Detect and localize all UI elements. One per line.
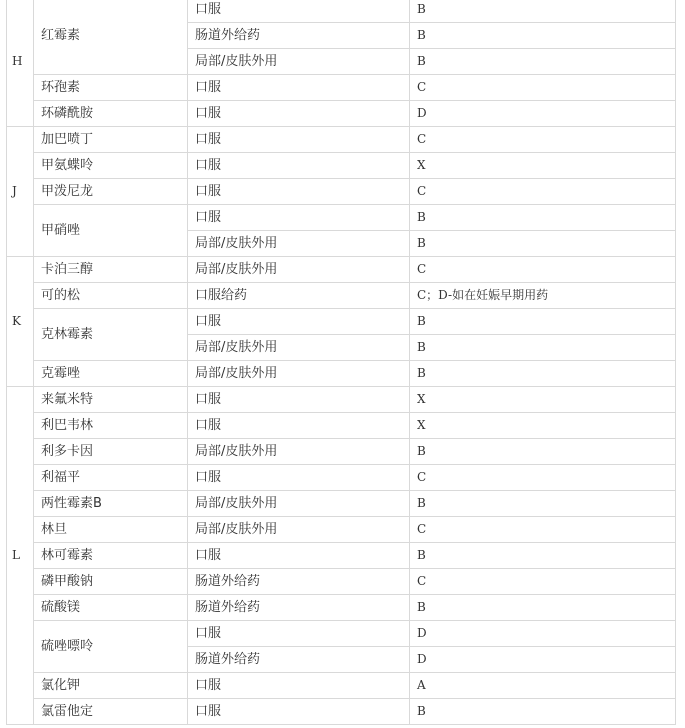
route-cell: 口服 [188, 127, 410, 153]
drug-name-cell: 甲氨蝶呤 [34, 153, 188, 179]
route-cell: 口服 [188, 673, 410, 699]
route-cell: 局部/皮肤外用 [188, 439, 410, 465]
table-row [7, 257, 676, 283]
drug-name-cell: 林旦 [34, 517, 188, 543]
route-cell: 口服 [188, 543, 410, 569]
pregnancy-grade-cell: C [410, 75, 676, 101]
drug-name-cell: 氯雷他定 [34, 699, 188, 725]
table-row [7, 439, 676, 465]
route-cell: 口服 [188, 309, 410, 335]
drug-pregnancy-table [6, 0, 676, 725]
table-row [7, 699, 676, 725]
route-cell: 口服 [188, 413, 410, 439]
group-letter-cell: L [7, 387, 34, 725]
drug-name-cell: 硫唑嘌呤 [34, 621, 188, 673]
pregnancy-grade-cell: C [410, 517, 676, 543]
table-row [7, 75, 676, 101]
route-cell: 肠道外给药 [188, 569, 410, 595]
table-row [7, 621, 676, 647]
drug-name-cell: 卡泊三醇 [34, 257, 188, 283]
pregnancy-grade-cell: X [410, 387, 676, 413]
drug-name-cell: 来氟米特 [34, 387, 188, 413]
drug-name-cell: 利福平 [34, 465, 188, 491]
drug-name-cell: 硫酸镁 [34, 595, 188, 621]
pregnancy-grade-cell: B [410, 49, 676, 75]
group-letter-cell: H [7, 0, 34, 127]
pregnancy-grade-cell: B [410, 361, 676, 387]
pregnancy-grade-cell: B [410, 699, 676, 725]
pregnancy-grade-cell: B [410, 205, 676, 231]
pregnancy-grade-cell: B [410, 335, 676, 361]
table-row [7, 673, 676, 699]
table-row [7, 569, 676, 595]
route-cell: 局部/皮肤外用 [188, 491, 410, 517]
route-cell: 局部/皮肤外用 [188, 231, 410, 257]
table-body [7, 0, 676, 725]
drug-name-cell: 可的松 [34, 283, 188, 309]
table-row [7, 205, 676, 231]
route-cell: 肠道外给药 [188, 23, 410, 49]
drug-name-cell: 磷甲酸钠 [34, 569, 188, 595]
group-letter-cell: K [7, 257, 34, 387]
pregnancy-grade-cell: C [410, 569, 676, 595]
drug-name-cell: 红霉素 [34, 0, 188, 75]
table-row [7, 517, 676, 543]
route-cell: 局部/皮肤外用 [188, 517, 410, 543]
pregnancy-grade-cell: C；D-如在妊娠早期用药 [410, 283, 676, 309]
drug-name-cell: 环孢素 [34, 75, 188, 101]
table-row [7, 283, 676, 309]
route-cell: 口服 [188, 205, 410, 231]
group-letter-cell: J [7, 127, 34, 257]
table-row [7, 101, 676, 127]
route-cell: 口服 [188, 179, 410, 205]
drug-name-cell: 甲硝唑 [34, 205, 188, 257]
route-cell: 口服 [188, 153, 410, 179]
pregnancy-grade-cell: C [410, 257, 676, 283]
pregnancy-grade-cell: B [410, 491, 676, 517]
table-row [7, 361, 676, 387]
drug-name-cell: 两性霉素B [34, 491, 188, 517]
route-cell: 局部/皮肤外用 [188, 361, 410, 387]
route-cell: 局部/皮肤外用 [188, 49, 410, 75]
table-row [7, 465, 676, 491]
pregnancy-grade-cell: C [410, 465, 676, 491]
route-cell: 肠道外给药 [188, 595, 410, 621]
table-row [7, 127, 676, 153]
drug-name-cell: 甲泼尼龙 [34, 179, 188, 205]
pregnancy-grade-cell: D [410, 647, 676, 673]
pregnancy-grade-cell: C [410, 127, 676, 153]
drug-name-cell: 克霉唑 [34, 361, 188, 387]
table-row [7, 595, 676, 621]
table-row [7, 413, 676, 439]
drug-name-cell: 利巴韦林 [34, 413, 188, 439]
route-cell: 口服 [188, 699, 410, 725]
table-row [7, 543, 676, 569]
drug-name-cell: 利多卡因 [34, 439, 188, 465]
pregnancy-grade-cell: B [410, 439, 676, 465]
table-row [7, 0, 676, 23]
pregnancy-grade-cell: B [410, 309, 676, 335]
drug-name-cell: 林可霉素 [34, 543, 188, 569]
pregnancy-grade-cell: X [410, 413, 676, 439]
route-cell: 局部/皮肤外用 [188, 257, 410, 283]
table-row [7, 179, 676, 205]
pregnancy-grade-cell: A [410, 673, 676, 699]
pregnancy-grade-cell: B [410, 543, 676, 569]
route-cell: 口服 [188, 621, 410, 647]
pregnancy-grade-cell: D [410, 621, 676, 647]
pregnancy-grade-cell: D [410, 101, 676, 127]
pregnancy-grade-cell: B [410, 0, 676, 23]
table-row [7, 309, 676, 335]
drug-name-cell: 氯化钾 [34, 673, 188, 699]
table-row [7, 387, 676, 413]
table-row [7, 153, 676, 179]
route-cell: 口服 [188, 75, 410, 101]
pregnancy-grade-cell: B [410, 231, 676, 257]
drug-name-cell: 克林霉素 [34, 309, 188, 361]
route-cell: 口服 [188, 0, 410, 23]
table-row [7, 491, 676, 517]
route-cell: 口服 [188, 101, 410, 127]
route-cell: 肠道外给药 [188, 647, 410, 673]
pregnancy-grade-cell: C [410, 179, 676, 205]
route-cell: 口服给药 [188, 283, 410, 309]
route-cell: 口服 [188, 465, 410, 491]
pregnancy-grade-cell: B [410, 23, 676, 49]
route-cell: 局部/皮肤外用 [188, 335, 410, 361]
pregnancy-grade-cell: X [410, 153, 676, 179]
drug-name-cell: 环磷酰胺 [34, 101, 188, 127]
pregnancy-grade-cell: B [410, 595, 676, 621]
drug-name-cell: 加巴喷丁 [34, 127, 188, 153]
route-cell: 口服 [188, 387, 410, 413]
